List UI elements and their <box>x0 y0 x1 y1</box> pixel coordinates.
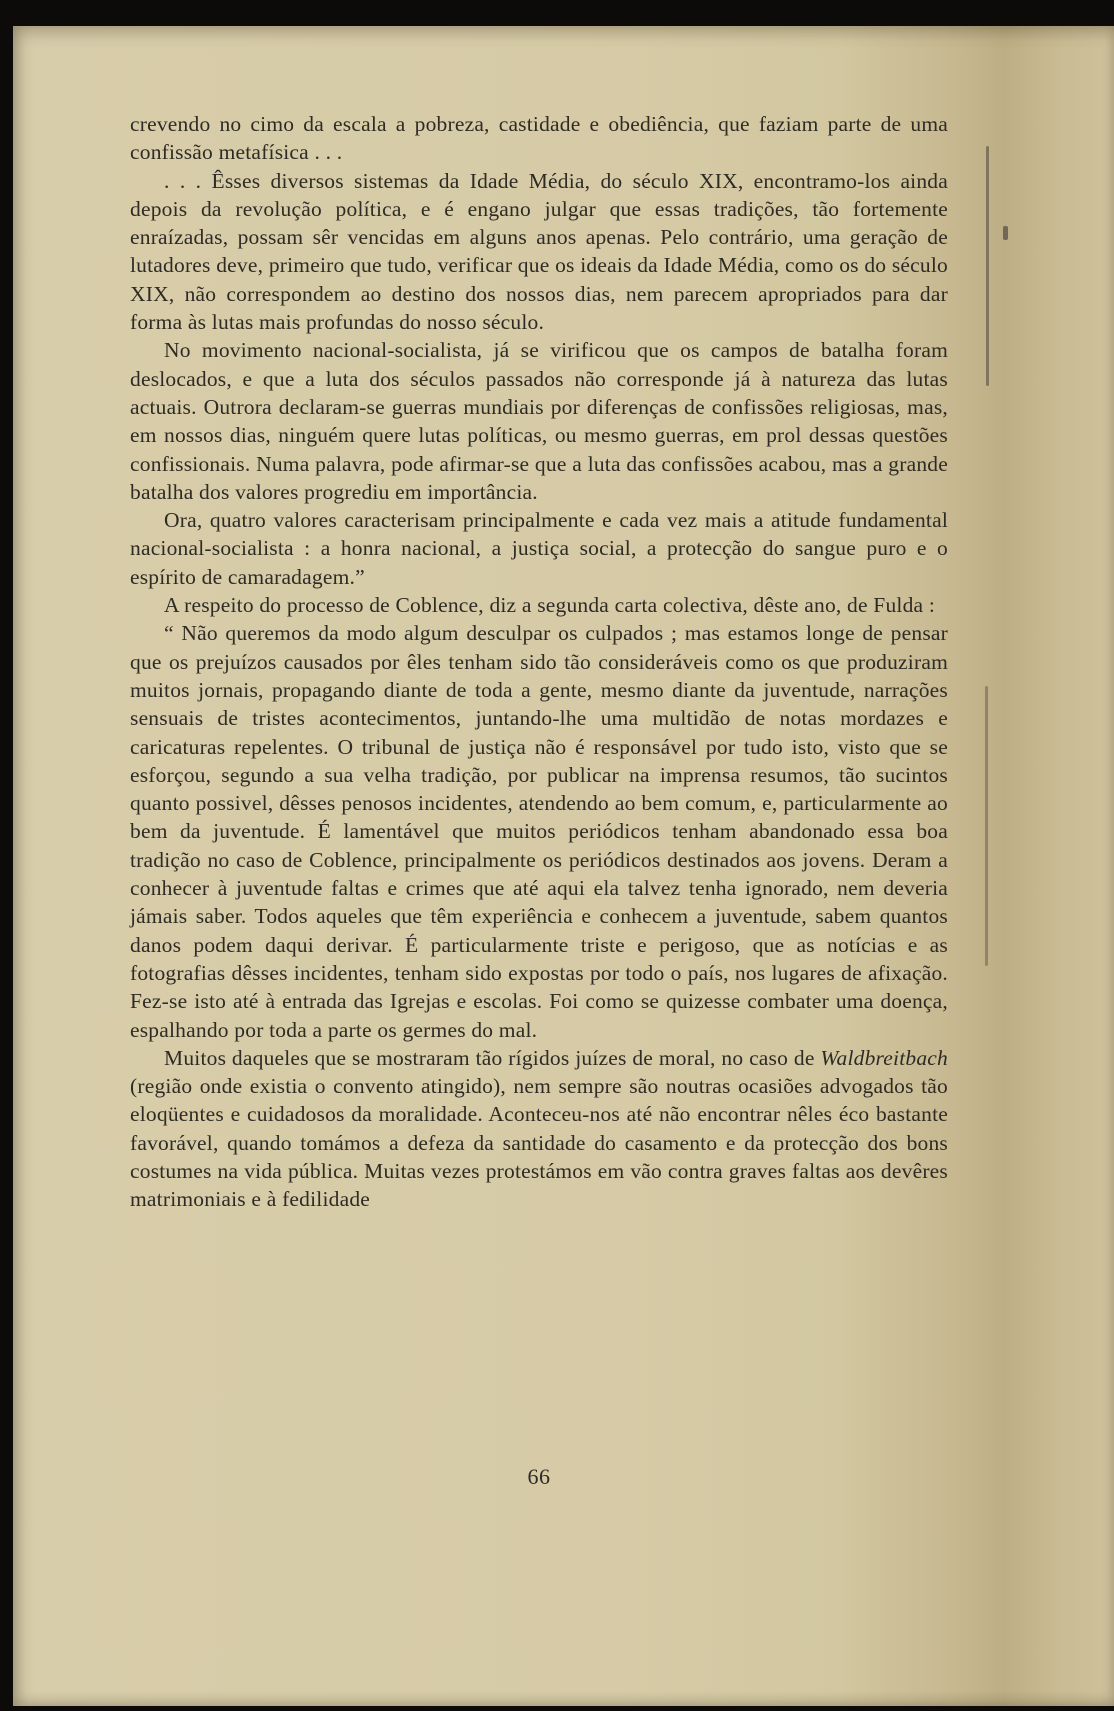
scan-edge-bottom <box>0 1706 1114 1711</box>
text-run: crevendo no cimo da escala a pobreza, castidade e obediência, que faziam parte de uma confissão metafísica . . . <box>130 112 948 165</box>
text-run: Muitos daqueles que se mostraram tão rígidos juízes de moral, no caso de <box>164 1045 821 1070</box>
text-run: No movimento nacional-socialista, já se virificou que os campos de batalha foram deslocados, e que a luta dos séculos passados não corresponde já à natureza das lutas actuais. Outrora declaram-se guerras mundiais por diferenças de confissões religiosas, mas, em nossos dias, ninguém quere lutas políticas, ou mesmo guerras, em prol dessas questões confissionais. Numa palavra, pode afirmar-se que a luta das confissões acabou, mas a grande batalha dos valores progrediu em importância. <box>130 338 948 504</box>
paragraph <box>130 167 948 337</box>
page-edge-artifact <box>1003 226 1008 240</box>
paragraph <box>130 619 948 1043</box>
paragraph <box>130 591 948 619</box>
scan-edge-top <box>0 0 1114 26</box>
body-text <box>130 110 948 1214</box>
text-run: “ Não queremos da modo algum desculpar os culpados ; mas estamos longe de pensar que os prejuízos causados por êles tenham sido tão consideráveis como os que produziram muitos jornais, propagando diante de toda a gente, mesmo diante da juventude, narrações sensuais de tristes acontecimentos, juntando-lhe uma multidão de notas mordazes e caricaturas repelentes. O tribunal de justiça não é responsável por tudo isto, visto que se esforçou, segundo a sua velha tradição, por publicar na imprensa resumos, tão sucintos quanto possivel, dêsses penosos incidentes, atendendo ao bem comum, e, particularmente ao bem da juventude. É lamentável que muitos periódicos tenham abandonado essa boa tradição no caso de Coblence, principalmente os periódicos destinados aos jovens. Deram a conhecer à juventude faltas e crimes que até aqui ela talvez tenha ignorado, nem deveria jámais saber. Todos aqueles que têm experiência e conhecem a juventude, sabem quantos danos podem daqui derivar. É particularmente triste e perigoso, que as notícias e as fotografias dêsses incidentes, tenham sido expostas por todo o país, nos lugares de afixação. Fez-se isto até à entrada das Igrejas e escolas. Foi como se quizesse combater uma doença, espalhando por toda a parte os germes do mal. <box>130 621 948 1042</box>
text-run: A respeito do processo de Coblence, diz a segunda carta colectiva, dêste ano, de Fulda : <box>164 593 936 618</box>
text-run: (região onde existia o convento atingido), nem sempre são noutras ocasiões advogados tão eloqüentes e cuidadosos da moralidade. Aconteceu-nos até não encontrar nêles éco bastante favorável, quando tomámos a defeza da santidade do casamento e da protecção dos bons costumes na vida pública. Muitas vezes protestámos em vão contra graves faltas aos devêres matrimoniais e à fedilidade <box>130 1074 948 1212</box>
book-page-paper <box>13 26 1114 1706</box>
paragraph <box>130 336 948 506</box>
paragraph <box>130 110 948 167</box>
text-run: . . . Êsses diversos sistemas da Idade Média, do século XIX, encontramo-los ainda depois da revolução política, e é engano julgar que essas tradições, tão fortemente enraízadas, possam sêr vencidas em alguns anos apenas. Pelo contrário, uma geração de lutadores deve, primeiro que tudo, verificar que os ideais da Idade Média, como os do século XIX, não correspondem ao destino dos nossos dias, nem parecem apropriados para dar forma às lutas mais profundas do nosso século. <box>130 168 948 335</box>
paragraph <box>130 506 948 591</box>
paragraph <box>130 1044 948 1214</box>
page-number: 66 <box>527 1464 551 1489</box>
italic-text-run: Waldbreitbach <box>820 1045 948 1070</box>
page-edge-artifact <box>986 146 989 386</box>
scan-edge-left <box>0 0 13 1711</box>
text-run: Ora, quatro valores caracterisam principalmente e cada vez mais a atitude fundamental nacional-socialista : a honra nacional, a justiça social, a protecção do sangue puro e o espírito de camaradagem.” <box>130 508 948 589</box>
page-edge-artifact <box>985 686 988 966</box>
